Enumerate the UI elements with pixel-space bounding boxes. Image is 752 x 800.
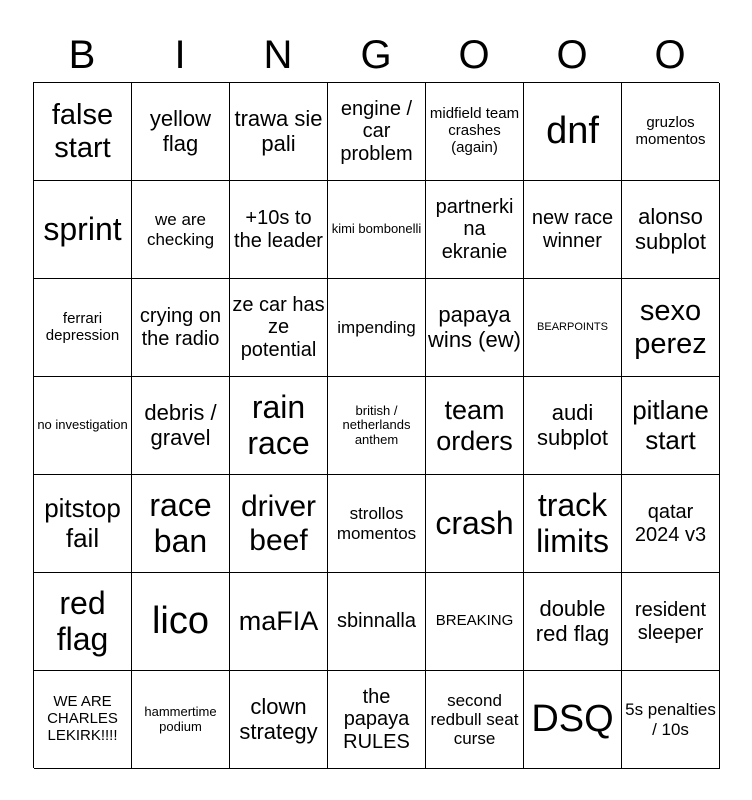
bingo-cell[interactable] bbox=[524, 181, 622, 279]
cell-text: lico bbox=[151, 600, 210, 643]
bingo-cell[interactable] bbox=[622, 279, 720, 377]
bingo-cell[interactable] bbox=[230, 573, 328, 671]
cell-text: pitlane start bbox=[632, 395, 709, 455]
cell-text: partnerki na ekranie bbox=[435, 195, 514, 263]
bingo-cell[interactable] bbox=[132, 83, 230, 181]
header-letter: I bbox=[174, 33, 186, 77]
bingo-cell[interactable] bbox=[230, 181, 328, 279]
cell-text: new race winner bbox=[531, 207, 614, 252]
cell-text: clown strategy bbox=[239, 693, 318, 744]
bingo-cell[interactable] bbox=[132, 377, 230, 475]
bingo-cell[interactable] bbox=[34, 279, 132, 377]
cell-text: no investigation bbox=[37, 417, 128, 433]
header-letter: O bbox=[556, 33, 588, 77]
cell-text: BREAKING bbox=[435, 612, 514, 630]
cell-text: ferrari depression bbox=[45, 309, 120, 344]
bingo-cell[interactable] bbox=[230, 671, 328, 769]
bingo-cell[interactable] bbox=[426, 573, 524, 671]
bingo-cell[interactable] bbox=[230, 279, 328, 377]
cell-text: dnf bbox=[546, 110, 599, 153]
cell-text: pitstop fail bbox=[44, 493, 121, 553]
bingo-cell[interactable] bbox=[622, 573, 720, 671]
cell-text: DSQ bbox=[531, 698, 614, 741]
bingo-cell[interactable] bbox=[328, 573, 426, 671]
cell-text: sbinnalla bbox=[337, 610, 416, 633]
cell-text: british / netherlands anthem bbox=[342, 402, 411, 447]
cell-text: qatar 2024 v3 bbox=[634, 501, 707, 546]
cell-text: BEARPOINTS bbox=[537, 321, 608, 334]
cell-text: red flag bbox=[56, 584, 109, 657]
cell-text: debris / gravel bbox=[144, 399, 217, 450]
cell-text: the papaya RULES bbox=[343, 685, 410, 753]
cell-text: crash bbox=[435, 504, 514, 541]
bingo-header bbox=[33, 28, 719, 82]
bingo-cell[interactable] bbox=[328, 475, 426, 573]
bingo-cell[interactable] bbox=[34, 181, 132, 279]
cell-text: driver beef bbox=[240, 489, 316, 557]
cell-text: gruzlos momentos bbox=[635, 113, 706, 148]
cell-text: track limits bbox=[536, 486, 609, 559]
cell-text: audi subplot bbox=[537, 399, 608, 450]
header-letter: B bbox=[68, 33, 96, 77]
bingo-cell[interactable] bbox=[426, 181, 524, 279]
bingo-cell[interactable] bbox=[328, 377, 426, 475]
cell-text: ze car has ze potential bbox=[232, 293, 325, 361]
bingo-cell[interactable] bbox=[230, 83, 328, 181]
cell-text: crying on the radio bbox=[139, 305, 222, 350]
bingo-cell[interactable] bbox=[524, 573, 622, 671]
bingo-cell[interactable] bbox=[622, 83, 720, 181]
cell-text: resident sleeper bbox=[634, 599, 707, 644]
cell-text: WE ARE CHARLES LEKIRK!!!! bbox=[47, 693, 118, 744]
cell-text: +10s to the leader bbox=[234, 207, 323, 252]
bingo-cell[interactable] bbox=[524, 279, 622, 377]
header-letter: O bbox=[458, 33, 490, 77]
cell-text: double red flag bbox=[535, 595, 610, 646]
bingo-cell[interactable] bbox=[230, 377, 328, 475]
cell-text: kimi bombonelli bbox=[331, 221, 422, 237]
cell-text: hammertime podium bbox=[144, 703, 217, 734]
bingo-cell[interactable] bbox=[230, 475, 328, 573]
bingo-cell[interactable] bbox=[622, 181, 720, 279]
bingo-cell[interactable] bbox=[132, 671, 230, 769]
bingo-cell[interactable] bbox=[328, 181, 426, 279]
cell-text: midfield team crashes (again) bbox=[429, 105, 520, 156]
bingo-cell[interactable] bbox=[34, 573, 132, 671]
bingo-cell[interactable] bbox=[328, 671, 426, 769]
bingo-cell[interactable] bbox=[34, 671, 132, 769]
bingo-grid bbox=[33, 82, 719, 768]
bingo-cell[interactable] bbox=[132, 573, 230, 671]
cell-text: trawa sie pali bbox=[234, 105, 323, 156]
bingo-cell[interactable] bbox=[426, 377, 524, 475]
bingo-cell[interactable] bbox=[34, 475, 132, 573]
cell-text: second redbull seat curse bbox=[430, 690, 519, 749]
bingo-cell[interactable] bbox=[132, 181, 230, 279]
header-letter: O bbox=[654, 33, 686, 77]
bingo-cell[interactable] bbox=[426, 83, 524, 181]
cell-text: impending bbox=[337, 317, 416, 337]
cell-text: false start bbox=[51, 99, 114, 164]
bingo-cell[interactable] bbox=[34, 83, 132, 181]
bingo-cell[interactable] bbox=[132, 279, 230, 377]
cell-text: maFIA bbox=[238, 606, 319, 637]
cell-text: papaya wins (ew) bbox=[428, 301, 521, 352]
cell-text: sprint bbox=[43, 210, 122, 247]
bingo-cell[interactable] bbox=[34, 377, 132, 475]
bingo-cell[interactable] bbox=[328, 83, 426, 181]
cell-text: strollos momentos bbox=[336, 504, 417, 543]
bingo-cell[interactable] bbox=[622, 671, 720, 769]
bingo-cell[interactable] bbox=[328, 279, 426, 377]
cell-text: team orders bbox=[436, 395, 513, 456]
bingo-cell[interactable] bbox=[524, 671, 622, 769]
cell-text: race ban bbox=[149, 486, 212, 559]
bingo-cell[interactable] bbox=[622, 377, 720, 475]
bingo-cell[interactable] bbox=[426, 475, 524, 573]
cell-text: rain race bbox=[247, 388, 310, 461]
cell-text: engine / car problem bbox=[340, 97, 413, 165]
header-letter: G bbox=[360, 33, 392, 77]
header-letter: N bbox=[263, 33, 293, 77]
bingo-cell[interactable] bbox=[524, 475, 622, 573]
cell-text: sexo perez bbox=[634, 295, 707, 360]
cell-text: yellow flag bbox=[149, 105, 212, 156]
cell-text: alonso subplot bbox=[635, 203, 706, 254]
bingo-cell[interactable] bbox=[622, 475, 720, 573]
bingo-cell[interactable] bbox=[524, 83, 622, 181]
bingo-cell[interactable] bbox=[132, 475, 230, 573]
bingo-cell[interactable] bbox=[426, 671, 524, 769]
bingo-cell[interactable] bbox=[426, 279, 524, 377]
bingo-cell[interactable] bbox=[524, 377, 622, 475]
cell-text: 5s penalties / 10s bbox=[625, 700, 716, 739]
cell-text: we are checking bbox=[146, 210, 215, 249]
